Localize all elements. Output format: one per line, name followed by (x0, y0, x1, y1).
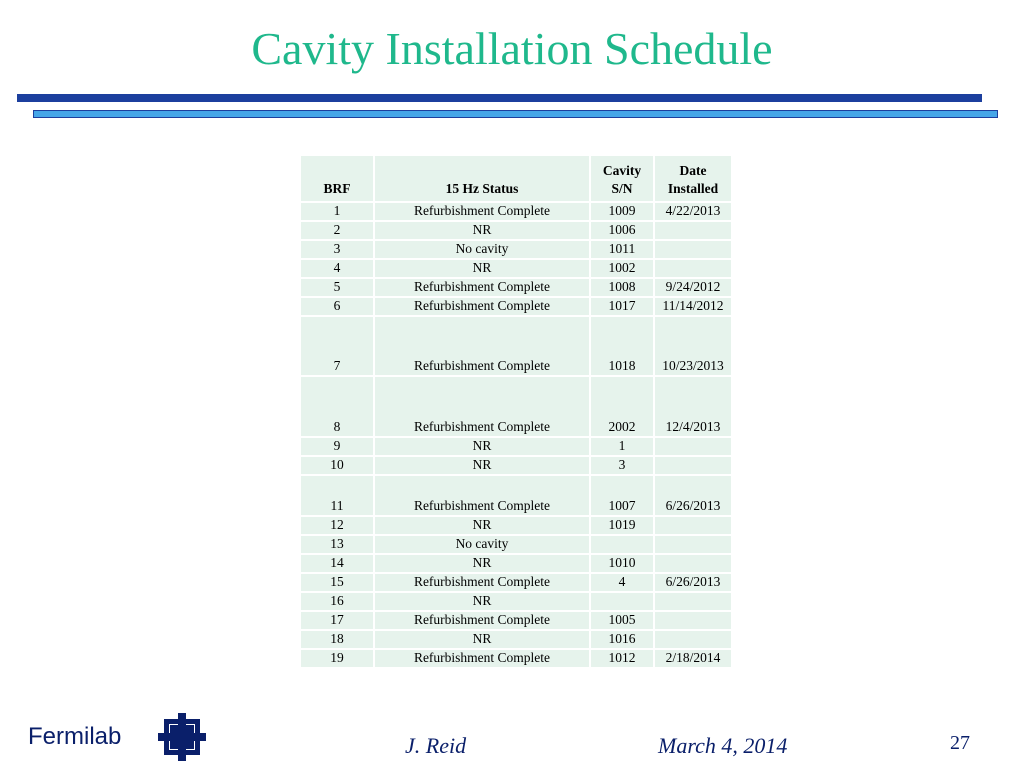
status-cell: Refurbishment Complete (374, 376, 590, 437)
fermilab-logo-text: Fermilab (28, 723, 122, 750)
status-cell: NR (374, 437, 590, 456)
date-installed-cell: 11/14/2012 (654, 297, 732, 316)
column-header-date-installed: Date Installed (654, 155, 732, 202)
brf-cell: 3 (300, 240, 374, 259)
date-installed-cell (654, 516, 732, 535)
footer-author: J. Reid (405, 733, 467, 758)
table-row (300, 554, 732, 573)
table-row (300, 437, 732, 456)
brf-cell: 5 (300, 278, 374, 297)
cavity-sn-cell: 1005 (590, 611, 654, 630)
brf-cell: 15 (300, 573, 374, 592)
cavity-sn-cell: 1010 (590, 554, 654, 573)
cavity-sn-cell (590, 592, 654, 611)
table-row (300, 278, 732, 297)
column-header-status: 15 Hz Status (374, 155, 590, 202)
status-cell: Refurbishment Complete (374, 316, 590, 376)
table-row (300, 516, 732, 535)
table-row (300, 456, 732, 475)
brf-cell: 11 (300, 475, 374, 516)
cavity-sn-cell: 1011 (590, 240, 654, 259)
footer-date: March 4, 2014 (658, 733, 788, 758)
status-cell: Refurbishment Complete (374, 475, 590, 516)
status-cell: NR (374, 630, 590, 649)
brf-cell: 7 (300, 316, 374, 376)
page-number: 27 (950, 732, 970, 754)
status-cell: NR (374, 516, 590, 535)
cavity-sn-cell: 1007 (590, 475, 654, 516)
title-rule-dark (17, 94, 982, 102)
table-row (300, 592, 732, 611)
brf-cell: 13 (300, 535, 374, 554)
cavity-sn-cell: 1016 (590, 630, 654, 649)
brf-cell: 16 (300, 592, 374, 611)
status-cell: NR (374, 456, 590, 475)
date-installed-cell (654, 240, 732, 259)
cavity-sn-cell: 1009 (590, 202, 654, 221)
status-cell: Refurbishment Complete (374, 278, 590, 297)
cavity-sn-cell: 1 (590, 437, 654, 456)
title-rule-light (33, 110, 998, 118)
date-installed-cell: 2/18/2014 (654, 649, 732, 668)
brf-cell: 9 (300, 437, 374, 456)
cavity-sn-cell: 4 (590, 573, 654, 592)
table-row (300, 573, 732, 592)
cavity-sn-cell (590, 535, 654, 554)
date-installed-cell (654, 535, 732, 554)
cavity-sn-cell: 1008 (590, 278, 654, 297)
column-header-cavity-sn: Cavity S/N (590, 155, 654, 202)
date-installed-cell: 10/23/2013 (654, 316, 732, 376)
status-cell: NR (374, 221, 590, 240)
brf-cell: 18 (300, 630, 374, 649)
date-installed-cell: 12/4/2013 (654, 376, 732, 437)
table-row (300, 649, 732, 668)
table-row (300, 611, 732, 630)
date-installed-cell: 9/24/2012 (654, 278, 732, 297)
cavity-sn-cell: 2002 (590, 376, 654, 437)
status-cell: Refurbishment Complete (374, 297, 590, 316)
status-cell: Refurbishment Complete (374, 649, 590, 668)
status-cell: No cavity (374, 240, 590, 259)
table-row (300, 221, 732, 240)
date-installed-cell: 6/26/2013 (654, 573, 732, 592)
installation-schedule-table (299, 154, 733, 669)
table-row (300, 240, 732, 259)
date-installed-cell (654, 611, 732, 630)
fermilab-icon (158, 713, 206, 761)
table-row (300, 259, 732, 278)
cavity-sn-cell: 1017 (590, 297, 654, 316)
cavity-sn-cell: 3 (590, 456, 654, 475)
brf-cell: 2 (300, 221, 374, 240)
brf-cell: 4 (300, 259, 374, 278)
table-row (300, 535, 732, 554)
cavity-sn-cell: 1018 (590, 316, 654, 376)
date-installed-cell (654, 221, 732, 240)
status-cell: No cavity (374, 535, 590, 554)
brf-cell: 10 (300, 456, 374, 475)
table-header-row (300, 155, 732, 202)
date-installed-cell (654, 630, 732, 649)
cavity-sn-cell: 1006 (590, 221, 654, 240)
status-cell: Refurbishment Complete (374, 611, 590, 630)
brf-cell: 17 (300, 611, 374, 630)
date-installed-cell (654, 437, 732, 456)
table-row (300, 297, 732, 316)
cavity-sn-cell: 1019 (590, 516, 654, 535)
date-installed-cell: 4/22/2013 (654, 202, 732, 221)
status-cell: NR (374, 554, 590, 573)
table-row (300, 202, 732, 221)
cavity-sn-cell: 1002 (590, 259, 654, 278)
status-cell: Refurbishment Complete (374, 573, 590, 592)
date-installed-cell (654, 554, 732, 573)
table-row (300, 475, 732, 516)
brf-cell: 12 (300, 516, 374, 535)
date-installed-cell (654, 592, 732, 611)
brf-cell: 6 (300, 297, 374, 316)
brf-cell: 1 (300, 202, 374, 221)
status-cell: Refurbishment Complete (374, 202, 590, 221)
date-installed-cell (654, 456, 732, 475)
table-row (300, 630, 732, 649)
table-row (300, 316, 732, 376)
status-cell: NR (374, 259, 590, 278)
brf-cell: 19 (300, 649, 374, 668)
date-installed-cell (654, 259, 732, 278)
table-row (300, 376, 732, 437)
date-installed-cell: 6/26/2013 (654, 475, 732, 516)
status-cell: NR (374, 592, 590, 611)
slide-title: Cavity Installation Schedule (251, 23, 773, 74)
cavity-sn-cell: 1012 (590, 649, 654, 668)
column-header-brf: BRF (300, 155, 374, 202)
brf-cell: 8 (300, 376, 374, 437)
brf-cell: 14 (300, 554, 374, 573)
